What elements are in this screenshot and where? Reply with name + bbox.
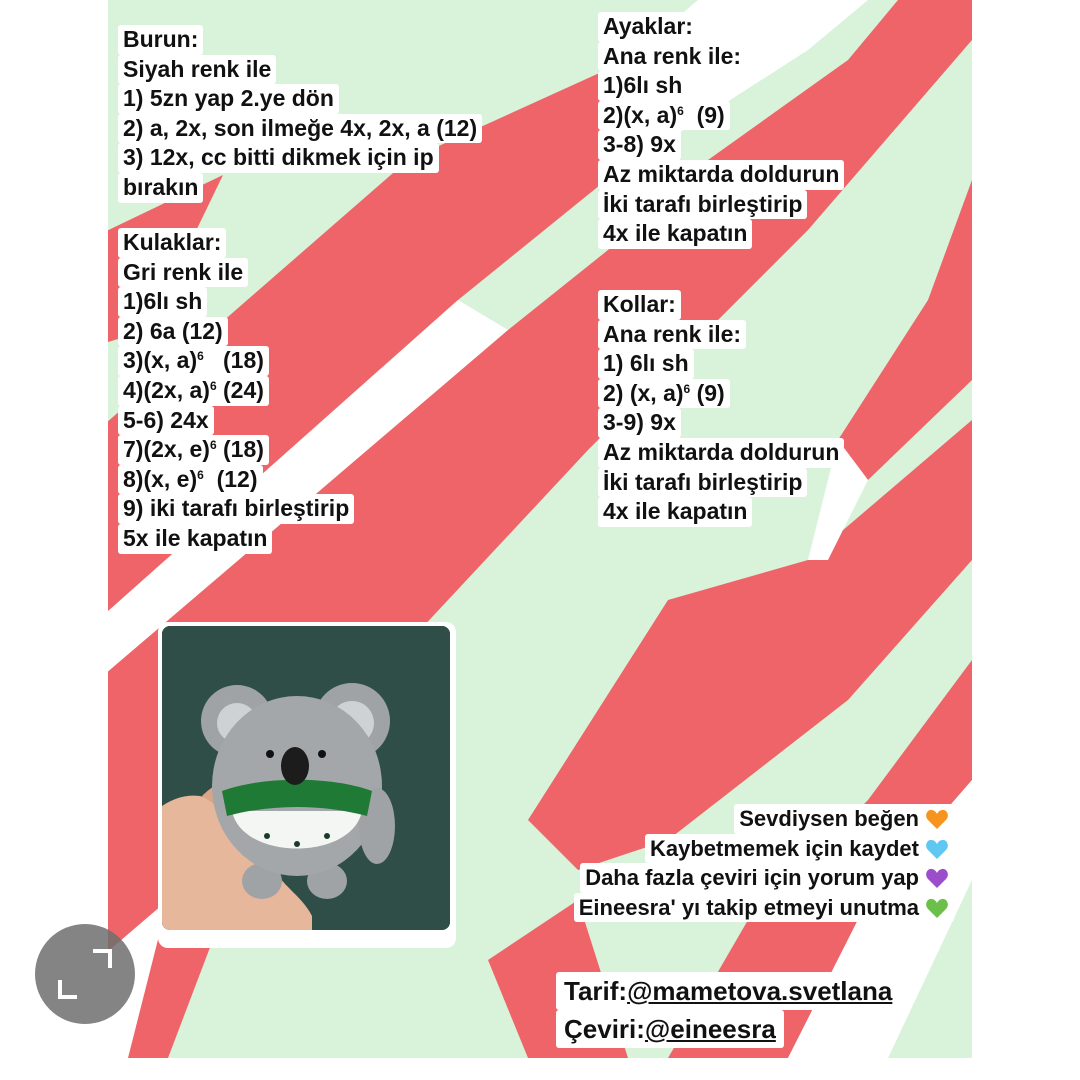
arms-instructions <box>598 290 844 527</box>
arms-line: 4x ile kapatın <box>598 497 752 527</box>
nose-line: bırakın <box>118 173 203 203</box>
legs-line: İki tarafı birleştirip <box>598 190 807 220</box>
arms-line: 1) 6lı sh <box>598 349 694 379</box>
arms-title: Kollar: <box>598 290 681 320</box>
recipe-author-link[interactable]: @mametova.svetlana <box>627 976 893 1006</box>
nose-line: Siyah renk ile <box>118 55 276 85</box>
ears-line: 2) 6a (12) <box>118 317 228 347</box>
cta-line-comment: Daha fazla çeviri için yorum yap <box>580 863 954 893</box>
ears-line: 1)6lı sh <box>118 287 207 317</box>
ears-line: 9) iki tarafı birleştirip <box>118 494 354 524</box>
arms-line: 2) (x, a)$^6$ (9) <box>598 379 730 409</box>
ears-line: 3)(x, a)$^6$ (18) <box>118 346 269 376</box>
legs-line: 4x ile kapatın <box>598 219 752 249</box>
translation-credit: Çeviri:@eineesra <box>556 1010 784 1048</box>
legs-line: 1)6lı sh <box>598 71 687 101</box>
ears-instructions <box>118 228 354 554</box>
legs-line: Az miktarda doldurun <box>598 160 844 190</box>
legs-line: 2)(x, a)$^6$ (9) <box>598 101 730 131</box>
purple-heart-icon <box>925 867 949 889</box>
expand-fullscreen-button[interactable] <box>35 924 135 1024</box>
arms-line: Ana renk ile: <box>598 320 746 350</box>
ears-line: 7)(2x, e)$^6$ (18) <box>118 435 269 465</box>
koala-amigurumi-photo <box>162 626 450 930</box>
legs-line: Ana renk ile: <box>598 42 746 72</box>
cta-line-like: Sevdiysen beğen <box>734 804 954 834</box>
ears-line: 8)(x, e)$^6$ (12) <box>118 465 263 495</box>
ears-line: 5-6) 24x <box>118 406 214 436</box>
recipe-credit: Tarif:@mametova.svetlana <box>556 972 900 1010</box>
ears-title: Kulaklar: <box>118 228 226 258</box>
credits <box>556 972 900 1048</box>
koala-illustration <box>162 626 450 930</box>
arms-line: İki tarafı birleştirip <box>598 468 807 498</box>
expand-icon <box>35 924 135 1024</box>
nose-line: 2) a, 2x, son ilmeğe 4x, 2x, a (12) <box>118 114 482 144</box>
orange-heart-icon <box>925 808 949 830</box>
call-to-action <box>574 804 954 922</box>
nose-title: Burun: <box>118 25 203 55</box>
legs-line: 3-8) 9x <box>598 130 681 160</box>
koala-photo-card <box>158 622 456 948</box>
nose-line: 1) 5zn yap 2.ye dön <box>118 84 339 114</box>
nose-line: 3) 12x, cc bitti dikmek için ip <box>118 143 439 173</box>
arms-line: Az miktarda doldurun <box>598 438 844 468</box>
nose <box>281 747 309 785</box>
legs-title: Ayaklar: <box>598 12 698 42</box>
legs-instructions <box>598 12 844 249</box>
cta-line-follow: Eineesra' yı takip etmeyi unutma <box>574 893 954 923</box>
ears-line: 4)(2x, a)$^6$ (24) <box>118 376 269 406</box>
stripe-red-5 <box>838 180 972 480</box>
ears-line: 5x ile kapatın <box>118 524 272 554</box>
ears-line: Gri renk ile <box>118 258 248 288</box>
arms-line: 3-9) 9x <box>598 408 681 438</box>
blue-heart-icon <box>925 838 949 860</box>
cta-line-save: Kaybetmemek için kaydet <box>645 834 954 864</box>
green-heart-icon <box>925 897 949 919</box>
nose-instructions <box>118 25 482 203</box>
translator-link[interactable]: @eineesra <box>644 1014 776 1044</box>
